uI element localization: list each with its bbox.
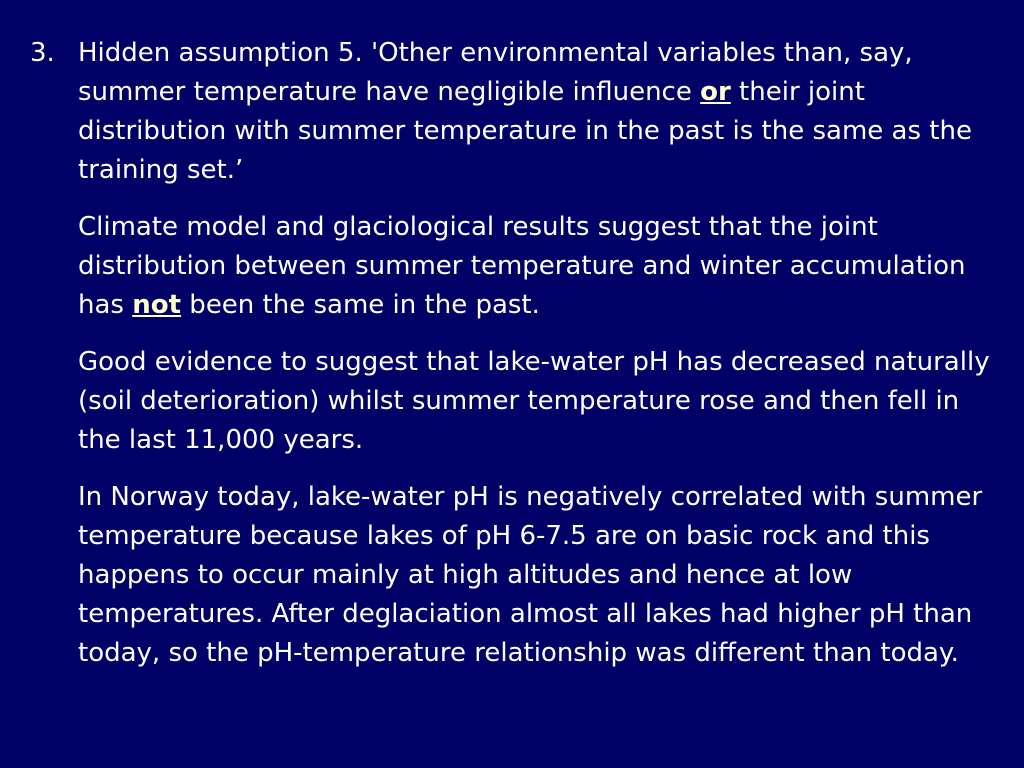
paragraph-text: Climate model and glaciological results suggest that the joint distribution between summer temperature and winter accumulation has (78, 212, 966, 320)
paragraph-hidden-assumption (78, 34, 1000, 190)
emphasis-word: or (700, 77, 731, 107)
paragraph-evidence: Good evidence to suggest that lake-water pH has decreased naturally (soil deterioration) whilst summer temperature rose and then fell in the last 11,000 years. (78, 347, 990, 455)
paragraph-norway: In Norway today, lake-water pH is negatively correlated with summer temperature because lakes of pH 6-7.5 are on basic rock and this happens to occur mainly at high altitudes and hence at low temperatures. After deglaciation almost all lakes had higher pH than today, so the pH-temperature relationship was different than today. (78, 482, 983, 668)
paragraph-text: their joint distribution with summer temperature in the past is the same as the training set.’ (78, 77, 972, 185)
numbered-item (30, 34, 1000, 673)
paragraph-text: Hidden assumption 5. 'Other environmental variables than, say, summer temperature have negligible influence (78, 38, 913, 107)
paragraph-climate-model (78, 208, 1000, 325)
paragraph-text: been the same in the past. (181, 290, 540, 320)
emphasis-word: not (132, 290, 182, 320)
item-number: 3. (30, 38, 55, 68)
